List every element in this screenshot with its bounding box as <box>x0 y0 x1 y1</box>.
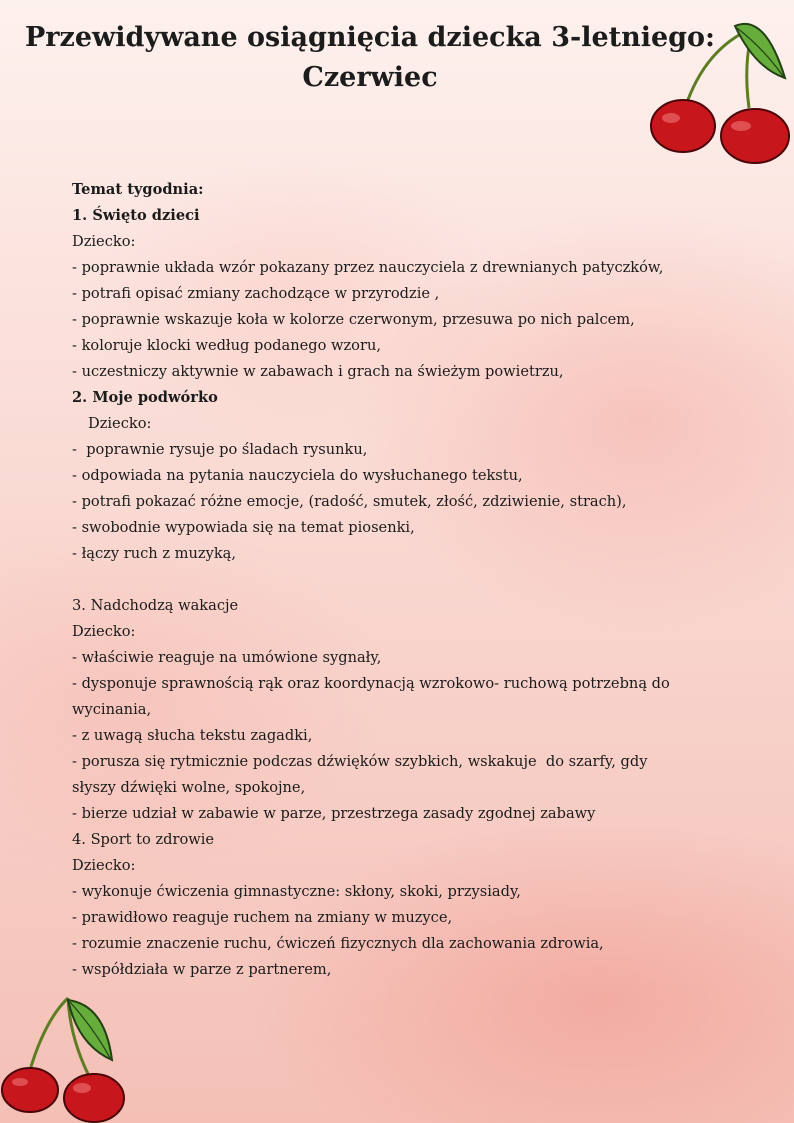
list-item: słyszy dźwięki wolne, spokojne, <box>72 779 306 796</box>
list-item: - uczestniczy aktywnie w zabawach i grach na świeżym powietrzu, <box>72 363 564 380</box>
list-item: - poprawnie rysuje po śladach rysunku, <box>72 441 368 458</box>
list-item: - wykonuje ćwiczenia gimnastyczne: skłony, skoki, przysiady, <box>72 883 521 900</box>
list-item: - swobodnie wypowiada się na temat piosenki, <box>72 519 415 536</box>
list-item: - potrafi pokazać różne emocje, (radość, smutek, złość, zdziwienie, strach), <box>72 493 627 510</box>
list-item: - potrafi opisać zmiany zachodzące w przyrodzie , <box>72 285 440 302</box>
cherry-icon <box>0 990 140 1123</box>
list-item: - bierze udział w zabawie w parze, przestrzega zasady zgodnej zabawy <box>72 805 596 822</box>
list-item: - dysponuje sprawnością rąk oraz koordynacją wzrokowo- ruchową potrzebną do <box>72 675 670 692</box>
title-line-1: Przewidywane osiągnięcia dziecka 3-letniego: <box>24 22 716 53</box>
cherry-icon <box>645 8 794 168</box>
list-item: - łączy ruch z muzyką, <box>72 545 237 562</box>
list-item: wycinania, <box>72 701 152 718</box>
child-label: Dziecko: <box>72 233 136 250</box>
list-item: - z uwagą słucha tekstu zagadki, <box>72 727 313 744</box>
list-item: - rozumie znaczenie ruchu, ćwiczeń fizycznych dla zachowania zdrowia, <box>72 935 604 952</box>
list-item: - odpowiada na pytania nauczyciela do wysłuchanego tekstu, <box>72 467 523 484</box>
list-item: - poprawnie układa wzór pokazany przez nauczyciela z drewnianych patyczków, <box>72 259 664 276</box>
section-title: 1. Święto dzieci <box>72 207 200 224</box>
section-title: 4. Sport to zdrowie <box>72 831 215 848</box>
title-line-2: Czerwiec <box>302 62 438 93</box>
child-label: Dziecko: <box>72 857 136 874</box>
document-body <box>72 177 732 983</box>
list-item: - porusza się rytmicznie podczas dźwięków szybkich, wskakuje do szarfy, gdy <box>72 753 648 770</box>
list-item: - właściwie reaguje na umówione sygnały, <box>72 649 382 666</box>
list-item: - współdziała w parze z partnerem, <box>72 961 332 978</box>
section-title: 3. Nadchodzą wakacje <box>72 597 239 614</box>
list-item: - koloruje klocki według podanego wzoru, <box>72 337 381 354</box>
list-item: - poprawnie wskazuje koła w kolorze czerwonym, przesuwa po nich palcem, <box>72 311 635 328</box>
topic-heading: Temat tygodnia: <box>72 181 204 198</box>
section-title: 2. Moje podwórko <box>72 389 218 406</box>
page-title <box>0 18 740 98</box>
child-label: Dziecko: <box>72 623 136 640</box>
child-label: Dziecko: <box>88 415 152 432</box>
list-item: - prawidłowo reaguje ruchem na zmiany w muzyce, <box>72 909 453 926</box>
spacer <box>72 567 732 593</box>
